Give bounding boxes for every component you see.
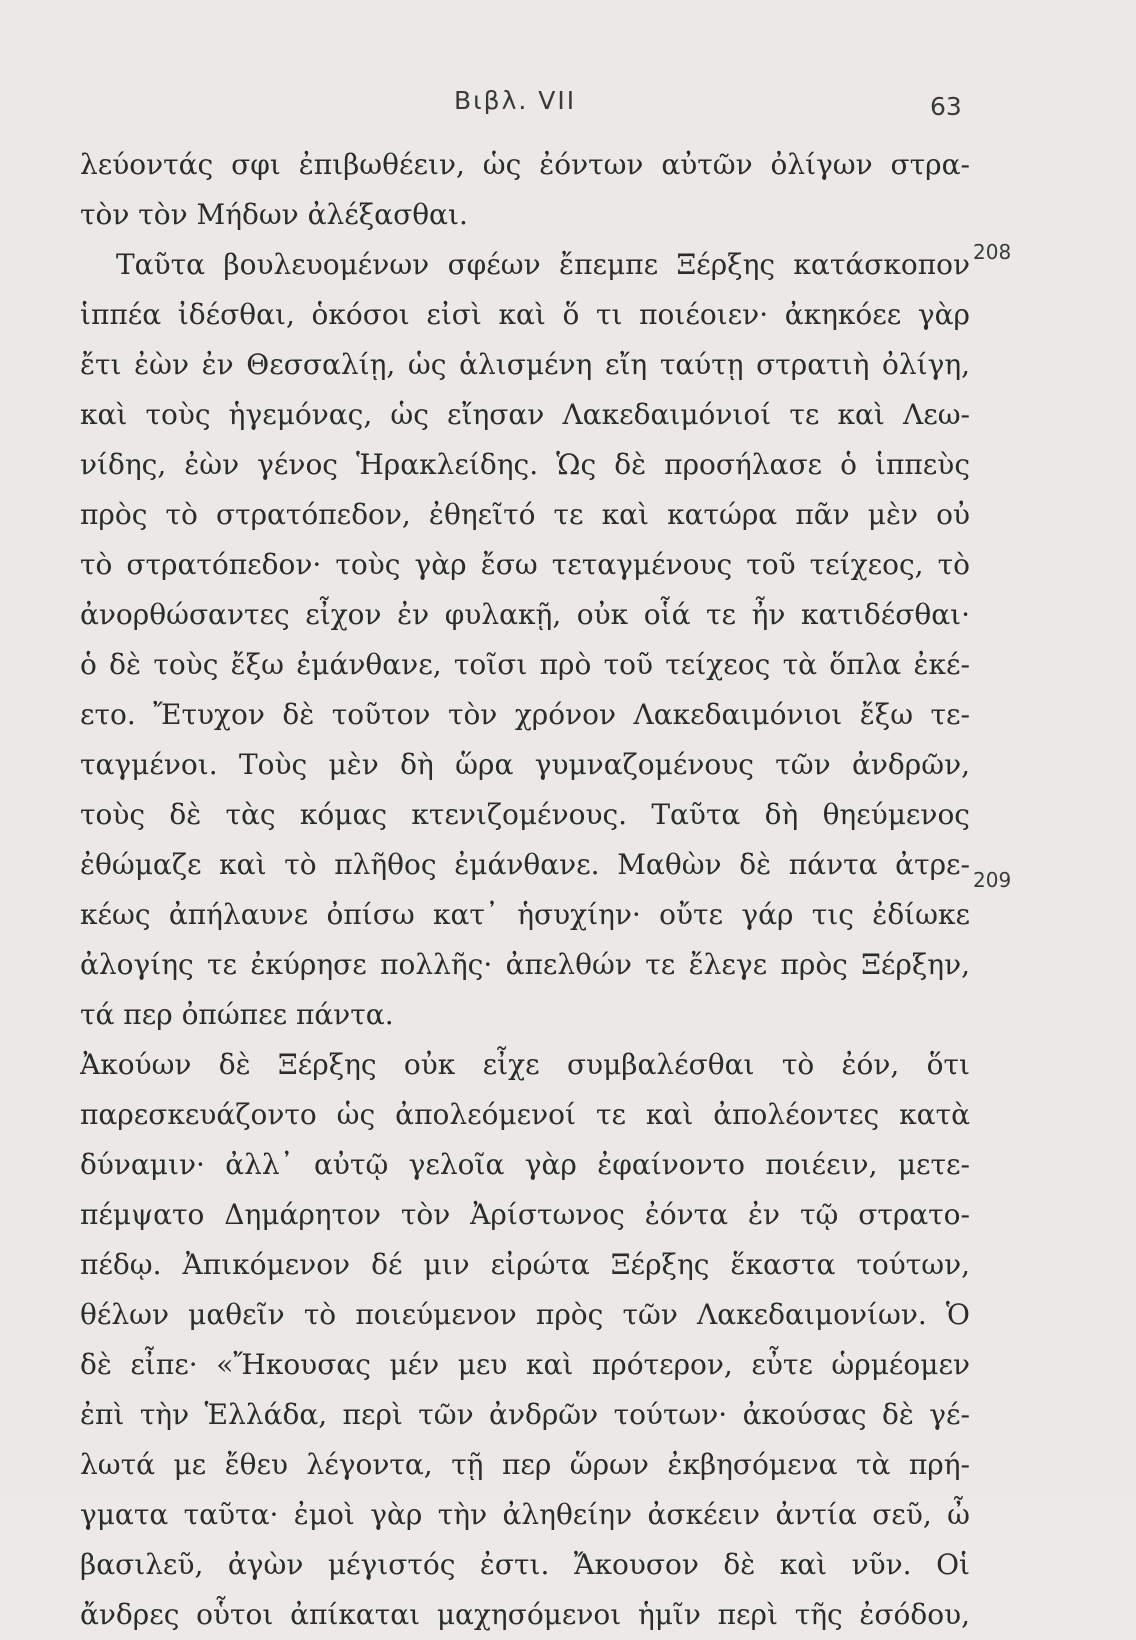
text-line: Ταῦτα βουλευομένων σφέων ἔπεμπε Ξέρξης κατάσκοπον bbox=[116, 248, 970, 281]
text-line: βασιλεῦ, ἀγὼν μέγιστός ἐστι. Ἄκουσον δὲ καὶ νῦν. Οἱ bbox=[80, 1548, 970, 1581]
text-line: τὸν τὸν Μήδων ἀλέξασθαι. bbox=[80, 198, 468, 231]
text-line: ἀνορθώσαντες εἶχον ἐν φυλακῇ, οὐκ οἷά τε ἦν κατιδέσθαι· bbox=[80, 598, 970, 631]
body-text bbox=[80, 140, 970, 1640]
text-line: τοὺς δὲ τὰς κόμας κτενιζομένους. Ταῦτα δὴ θηεύμενος bbox=[80, 798, 970, 831]
text-line: πέδῳ. Ἀπικόμενον δέ μιν εἰρώτα Ξέρξης ἕκαστα τούτων, bbox=[80, 1248, 970, 1281]
text-line: νίδης, ἐὼν γένος Ἡρακλείδης. Ὡς δὲ προσήλασε ὁ ἱππεὺς bbox=[80, 448, 970, 481]
text-line: καὶ τοὺς ἡγεμόνας, ὡς εἴησαν Λακεδαιμόνιοί τε καὶ Λεω- bbox=[80, 398, 970, 431]
text-line: κέως ἀπήλαυνε ὀπίσω κατ᾽ ἡσυχίην· οὔτε γάρ τις ἐδίωκε bbox=[80, 898, 970, 931]
text-line: τὸ στρατόπεδον· τοὺς γὰρ ἔσω τεταγμένους τοῦ τείχεος, τὸ bbox=[80, 548, 970, 581]
page-number: 63 bbox=[930, 92, 962, 121]
text-line: γματα ταῦτα· ἐμοὶ γὰρ τὴν ἀληθείην ἀσκέειν ἀντία σεῦ, ὦ bbox=[80, 1498, 970, 1531]
text-line: ἐθώμαζε καὶ τὸ πλῆθος ἐμάνθανε. Μαθὼν δὲ πάντα ἀτρε- bbox=[80, 848, 970, 881]
text-line: λεύοντάς σφι ἐπιβωθέειν, ὡς ἐόντων αὐτῶν ὀλίγων στρα- bbox=[80, 148, 970, 181]
text-line: ἔτι ἐὼν ἐν Θεσσαλίῃ, ὡς ἁλισμένη εἴη ταύτῃ στρατιὴ ὀλίγη, bbox=[80, 348, 970, 381]
running-head: Βιβλ. VII bbox=[454, 86, 577, 115]
text-line: ὁ δὲ τοὺς ἔξω ἐμάνθανε, τοῖσι πρὸ τοῦ τείχεος τὰ ὅπλα ἐκέ- bbox=[80, 648, 970, 681]
section-number-209: 209 bbox=[973, 868, 1012, 892]
text-line: τά περ ὀπώπεε πάντα. bbox=[80, 998, 394, 1031]
text-line: δὲ εἶπε· «Ἤκουσας μέν μευ καὶ πρότερον, εὖτε ὡρμέομεν bbox=[80, 1348, 970, 1381]
section-number-208: 208 bbox=[973, 240, 1012, 264]
text-line: παρεσκευάζοντο ὡς ἀπολεόμενοί τε καὶ ἀπολέοντες κατὰ bbox=[80, 1098, 970, 1131]
text-line: πρὸς τὸ στρατόπεδον, ἐθηεῖτό τε καὶ κατώρα πᾶν μὲν οὐ bbox=[80, 498, 970, 531]
text-line: Ἀκούων δὲ Ξέρξης οὐκ εἶχε συμβαλέσθαι τὸ ἐόν, ὅτι bbox=[80, 1048, 970, 1081]
text-line: θέλων μαθεῖν τὸ ποιεύμενον πρὸς τῶν Λακεδαιμονίων. Ὁ bbox=[80, 1298, 970, 1331]
text-line: ἀλογίης τε ἐκύρησε πολλῆς· ἀπελθών τε ἔλεγε πρὸς Ξέρξην, bbox=[80, 948, 970, 981]
text-line: πέμψατο Δημάρητον τὸν Ἀρίστωνος ἐόντα ἐν τῷ στρατο- bbox=[80, 1198, 970, 1231]
text-line: ετο. Ἔτυχον δὲ τοῦτον τὸν χρόνον Λακεδαιμόνιοι ἔξω τε- bbox=[80, 698, 970, 731]
text-line: ταγμένοι. Τοὺς μὲν δὴ ὥρα γυμναζομένους τῶν ἀνδρῶν, bbox=[80, 748, 970, 781]
text-line: ἱππέα ἰδέσθαι, ὁκόσοι εἰσὶ καὶ ὅ τι ποιέοιεν· ἀκηκόεε γὰρ bbox=[80, 298, 970, 331]
text-line: λωτά με ἔθευ λέγοντα, τῇ περ ὥρων ἐκβησόμενα τὰ πρή- bbox=[80, 1448, 970, 1481]
text-line: ἐπὶ τὴν Ἑλλάδα, περὶ τῶν ἀνδρῶν τούτων· ἀκούσας δὲ γέ- bbox=[80, 1398, 970, 1431]
text-line: δύναμιν· ἀλλ᾽ αὐτῷ γελοῖα γὰρ ἐφαίνοντο ποιέειν, μετε- bbox=[80, 1148, 970, 1181]
text-line: ἄνδρες οὗτοι ἀπίκαται μαχησόμενοι ἡμῖν περὶ τῆς ἐσόδου, bbox=[80, 1598, 970, 1631]
